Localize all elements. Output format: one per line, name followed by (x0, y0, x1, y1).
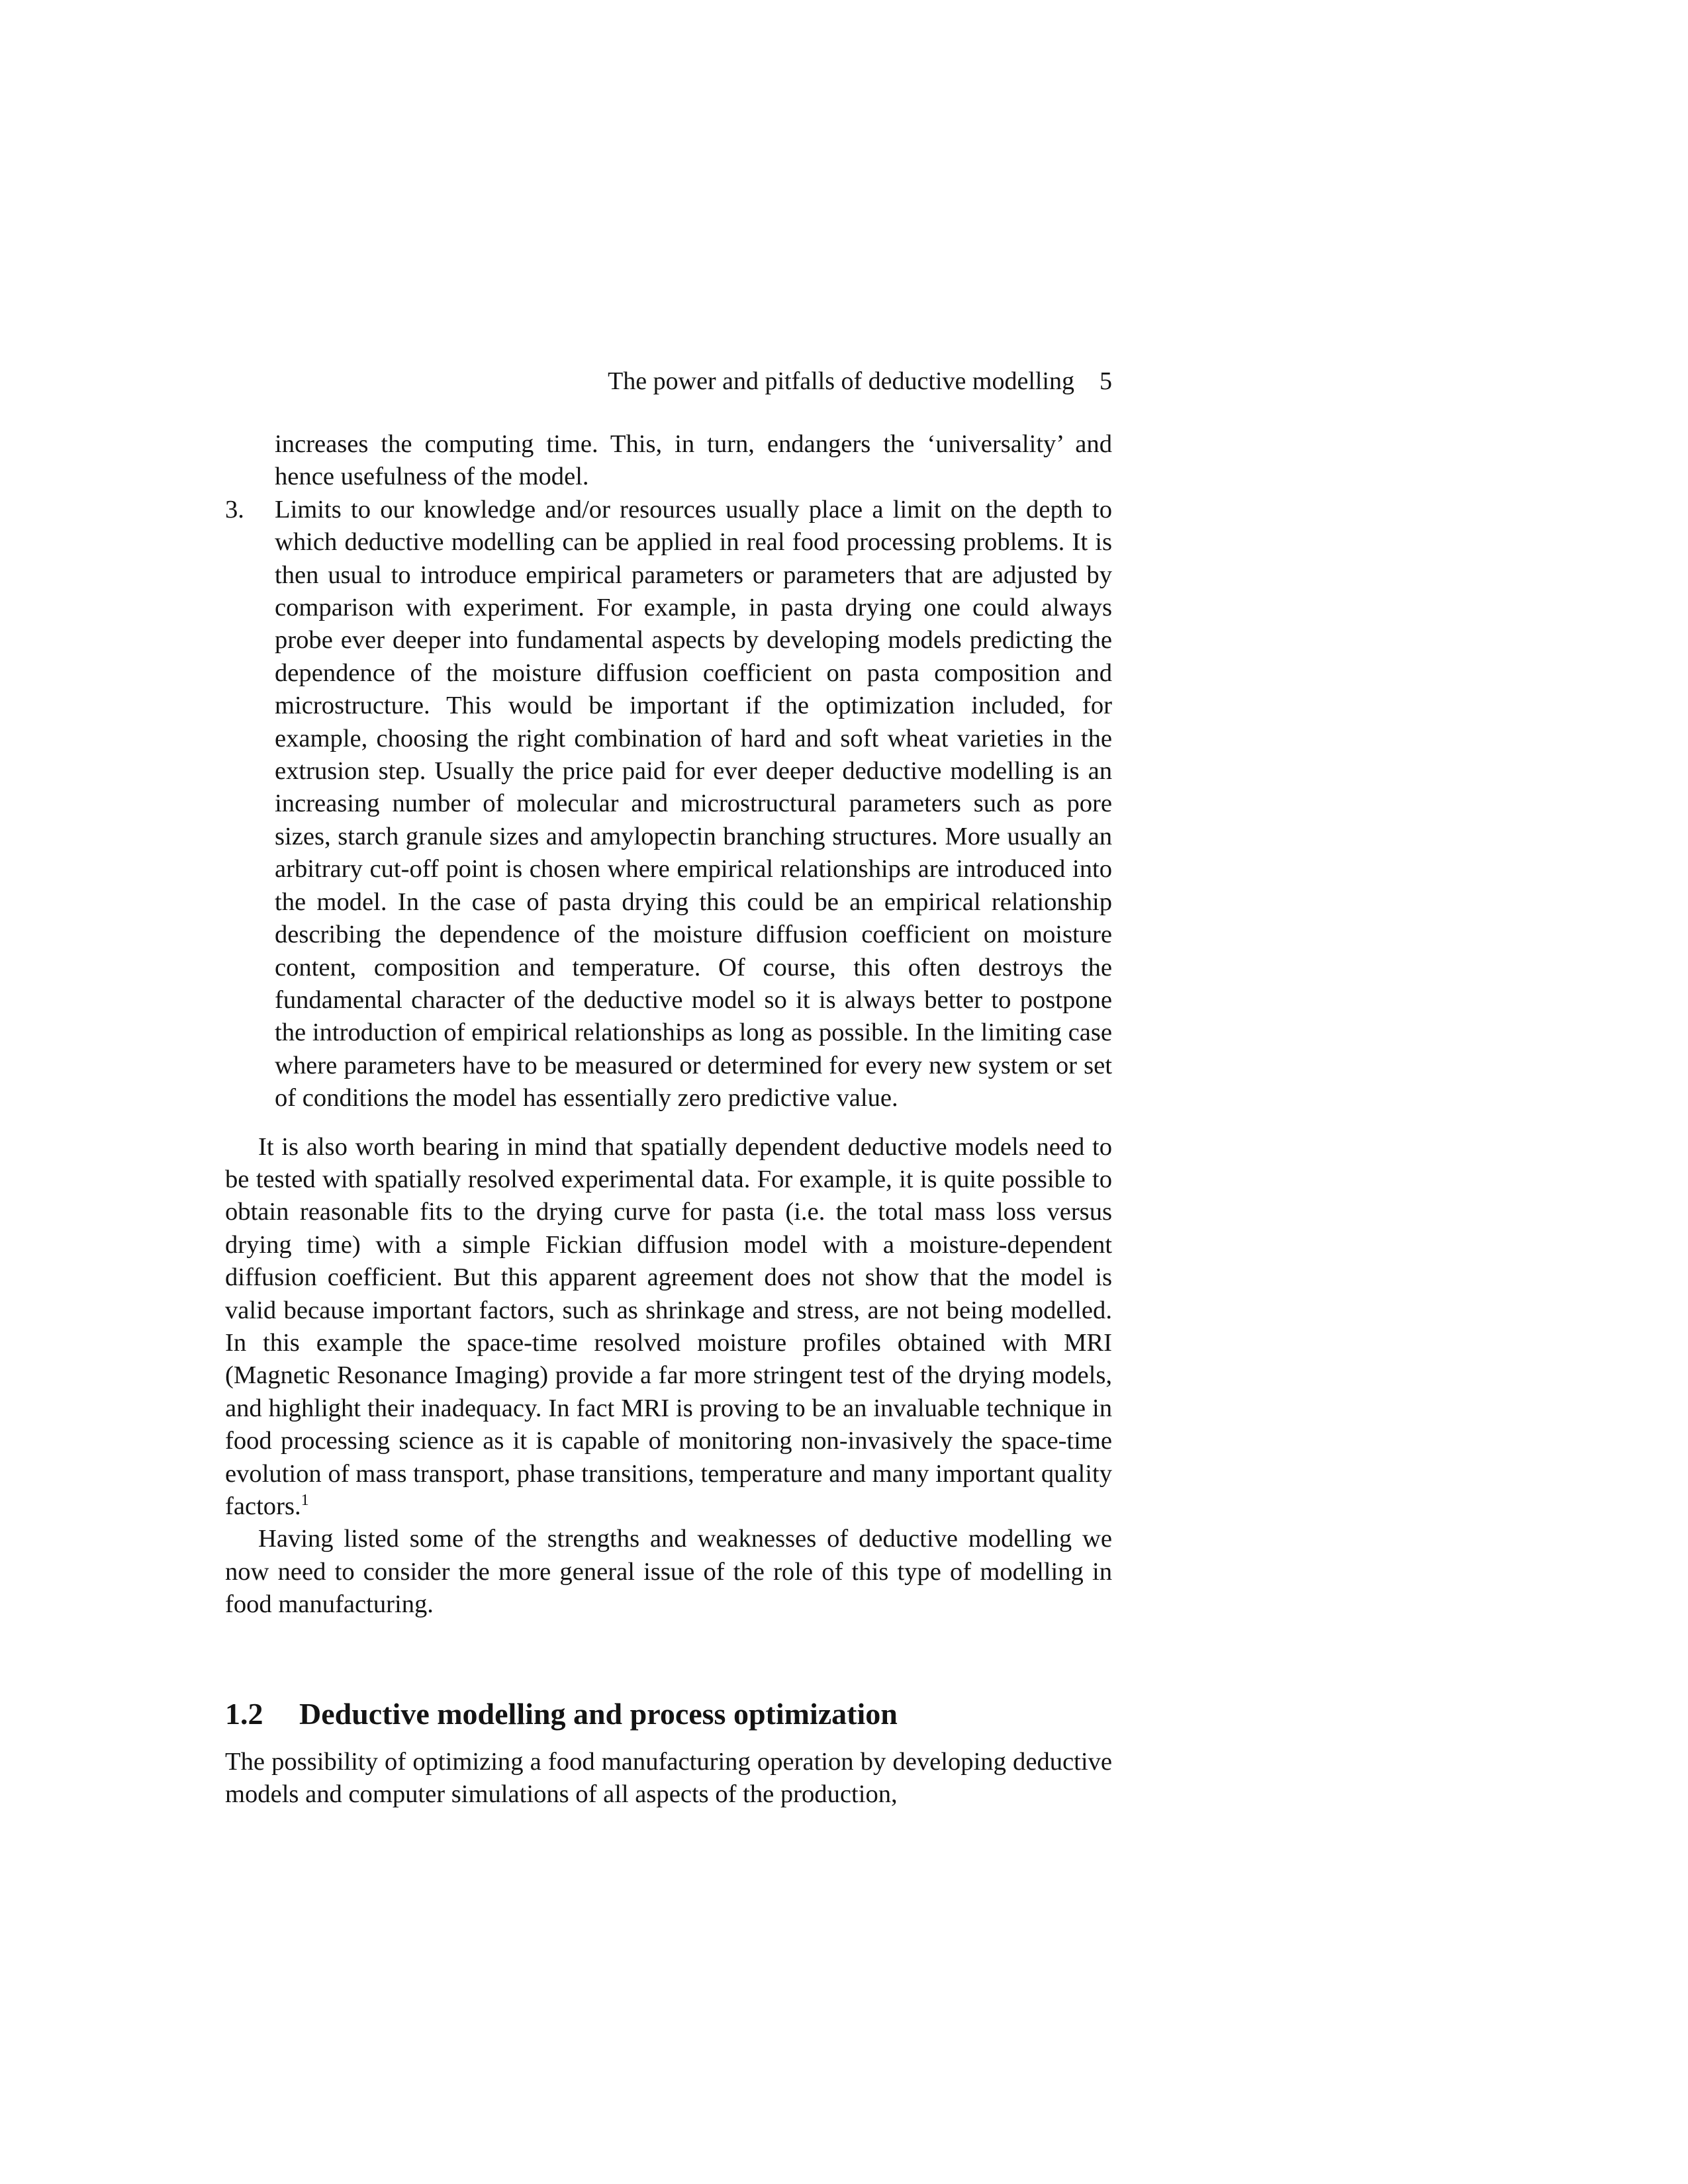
page-body (225, 428, 1112, 1811)
paragraph-section-intro: The possibility of optimizing a food manufacturing operation by developing deductive models and computer simulations of all aspects of the production, (225, 1747, 1112, 1809)
paragraph-text: It is also worth bearing in mind that spatially dependent deductive models need to be tested with spatially resolved experimental data. For example, it is quite possible to obtain reasonable fits to the drying curve for pasta (i.e. the total mass loss versus drying time) with a simple Fickian diffusion model with a moisture-dependent diffusion coefficient. But this apparent agreement does not show that the model is valid because important factors, such as shrinkage and stress, are not being modelled. In this example the space-time resolved moisture profiles obtained with MRI (Magnetic Resonance Imaging) provide a far more stringent test of the drying models, and highlight their inadequacy. In fact MRI is proving to be an invaluable technique in food processing science as it is capable of monitoring non-invasively the space-time evolution of mass transport, phase transitions, temperature and many important quality factors. (225, 1132, 1112, 1520)
page-number: 5 (1100, 367, 1112, 395)
list-item-3 (225, 494, 1112, 1115)
section-number: 1.2 (225, 1696, 263, 1731)
section-title: Deductive modelling and process optimization (299, 1696, 898, 1731)
footnote-marker: 1 (301, 1492, 309, 1509)
list-item-2-continuation: increases the computing time. This, in turn, endangers the ‘universality’ and hence usefulness of the model. (275, 430, 1112, 491)
running-title: The power and pitfalls of deductive modelling (608, 367, 1074, 395)
list-item-number: 3. (225, 495, 244, 523)
section-heading (225, 1694, 1112, 1734)
list-item-text: Limits to our knowledge and/or resources usually place a limit on the depth to which deductive modelling can be applied in real food processing problems. It is then usual to introduce empirical parameters or parameters that are adjusted by comparison with experiment. For example, in pasta drying one could always probe ever deeper into fundamental aspects by developing models predicting the dependence of the moisture diffusion coefficient on pasta composition and microstructure. This would be important if the optimization included, for example, choosing the right combination of hard and soft wheat varieties in the extrusion step. Usually the price paid for ever deeper deductive modelling is an increasing number of molecular and microstructural parameters such as pore sizes, starch granule sizes and amylopectin branching structures. More usually an arbitrary cut-off point is chosen where empirical relationships are introduced into the model. In the case of pasta drying this could be an empirical relationship describing the dependence of the moisture diffusion coefficient on moisture content, composition and temperature. Of course, this often destroys the fundamental character of the deductive model so it is always better to postpone the introduction of empirical relationships as long as possible. In the limiting case where parameters have to be measured or determined for every new system or set of conditions the model has essentially zero predictive value. (275, 495, 1112, 1113)
running-header (225, 361, 1112, 401)
paragraph-spatial-testing (225, 1131, 1112, 1524)
paragraph-role-of-modelling: Having listed some of the strengths and weaknesses of deductive modelling we now need to consider the more general issue of the role of this type of modelling in food manufacturing. (225, 1525, 1112, 1619)
